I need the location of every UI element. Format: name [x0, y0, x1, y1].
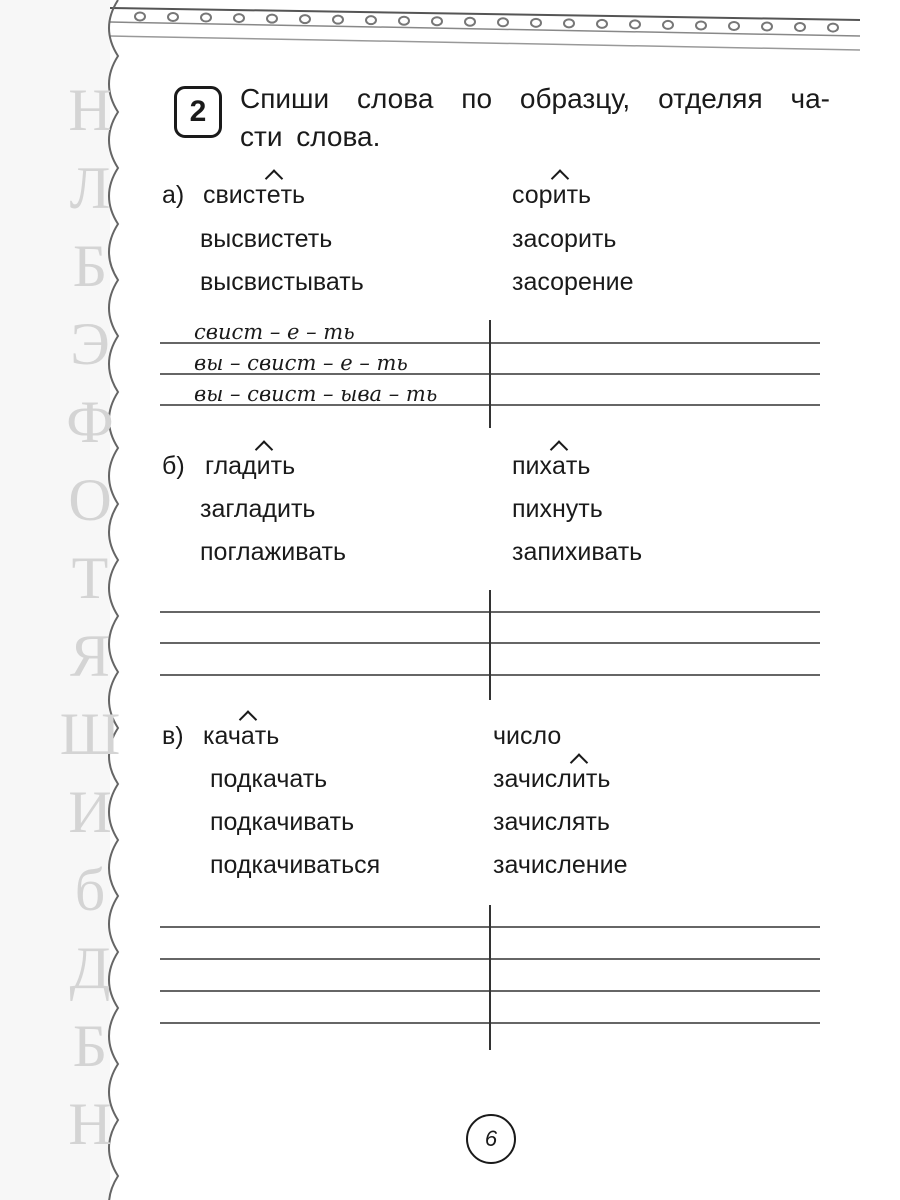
- stressed-letter: и: [571, 765, 586, 793]
- margin-letter: И: [68, 779, 112, 845]
- word-part: ть: [565, 452, 591, 480]
- word-v-left-2: подкачать: [210, 765, 328, 793]
- word-part: свист: [203, 181, 267, 209]
- word-b-right-3: запихивать: [512, 538, 643, 566]
- word-v-right-3: зачислять: [493, 808, 610, 836]
- margin-letter: Ш: [59, 701, 121, 767]
- word-part: кач: [203, 722, 241, 750]
- binder-ring: [267, 15, 277, 23]
- margin-letter: Д: [69, 935, 111, 1001]
- word-b-right-2: пихнуть: [512, 495, 603, 523]
- instruction-line-2: сти слова.: [240, 121, 381, 152]
- word-a-right-2: засорить: [512, 225, 617, 253]
- top-border: [110, 8, 860, 50]
- page-number: 6: [466, 1114, 516, 1164]
- stressed-letter: е: [266, 181, 281, 209]
- handwritten-example-1: свист – е – ть: [194, 320, 355, 344]
- word-a-left-3: высвистывать: [200, 268, 364, 296]
- margin-letter: Б: [72, 1013, 108, 1079]
- section-a-label: а): [162, 181, 185, 209]
- word-b-left-3: поглаживать: [200, 538, 347, 566]
- word-part: сор: [512, 181, 553, 209]
- task-instruction: [240, 80, 830, 156]
- instruction-line-1: Спиши слова по образцу, отделяя ча-: [240, 83, 830, 114]
- binder-ring: [432, 17, 442, 25]
- binder-ring: [399, 17, 409, 25]
- word-v-left-3: подкачивать: [210, 808, 355, 836]
- binder-ring: [762, 23, 772, 31]
- binder-ring: [597, 20, 607, 28]
- word-part: ть: [566, 181, 592, 209]
- word-part: глад: [205, 452, 257, 480]
- word-part: ть: [280, 181, 306, 209]
- binder-ring: [531, 19, 541, 27]
- word-b-right-1: [512, 451, 590, 481]
- word-v-right-4: зачисление: [493, 851, 628, 879]
- stressed-letter: а: [552, 452, 566, 480]
- binder-ring: [696, 21, 706, 29]
- margin-letter: Л: [69, 155, 111, 221]
- binder-ring: [333, 16, 343, 24]
- left-margin-strip: [0, 0, 120, 1200]
- writing-lines-v: [160, 905, 820, 1050]
- handwritten-example-2: вы – свист – е – ть: [194, 351, 408, 375]
- margin-letter: Б: [72, 233, 108, 299]
- word-a-left-2: высвистеть: [200, 225, 333, 253]
- word-b-left-2: загладить: [200, 495, 316, 523]
- binder-ring: [795, 23, 805, 31]
- binder-ring: [366, 16, 376, 24]
- binder-ring: [663, 21, 673, 29]
- word-v-right-1: число: [493, 722, 562, 750]
- task-number-badge: 2: [174, 86, 222, 138]
- binder-ring: [168, 13, 178, 21]
- word-part: ть: [585, 765, 611, 793]
- word-v-left-4: подкачиваться: [210, 851, 381, 879]
- binder-ring: [498, 18, 508, 26]
- word-part: пих: [512, 452, 553, 480]
- stressed-letter: и: [256, 452, 271, 480]
- margin-letter: Н: [68, 77, 112, 143]
- margin-letter: б: [74, 857, 106, 923]
- binder-ring: [201, 14, 211, 22]
- binder-ring: [630, 20, 640, 28]
- stressed-letter: а: [240, 722, 255, 750]
- margin-letter: Т: [71, 545, 109, 611]
- word-a-right-3: засорение: [512, 268, 634, 296]
- binder-ring: [729, 22, 739, 30]
- word-part: ть: [270, 452, 296, 480]
- word-v-right-2: [493, 764, 610, 794]
- word-a-right-1: [512, 180, 591, 210]
- word-part: зачисл: [493, 765, 572, 793]
- section-b-label: б): [162, 452, 185, 480]
- margin-letter: О: [68, 467, 112, 533]
- word-part: ть: [254, 722, 280, 750]
- binder-ring: [828, 24, 838, 32]
- margin-letter: Я: [69, 623, 111, 689]
- binder-ring: [300, 15, 310, 23]
- section-v-label: в): [162, 722, 184, 750]
- margin-letter: Ф: [66, 389, 114, 455]
- writing-lines-b: [160, 590, 820, 700]
- word-v-left-1: [203, 721, 279, 751]
- word-b-left-1: [205, 451, 295, 481]
- margin-letter: Н: [68, 1091, 112, 1157]
- binder-ring: [564, 19, 574, 27]
- binder-ring: [465, 18, 475, 26]
- binder-ring: [234, 14, 244, 22]
- handwritten-example-3: вы – свист – ыва – ть: [194, 382, 438, 406]
- margin-letter: Э: [70, 311, 110, 377]
- binder-ring: [135, 12, 145, 20]
- stressed-letter: и: [552, 181, 567, 209]
- word-a-left-1: [203, 180, 305, 210]
